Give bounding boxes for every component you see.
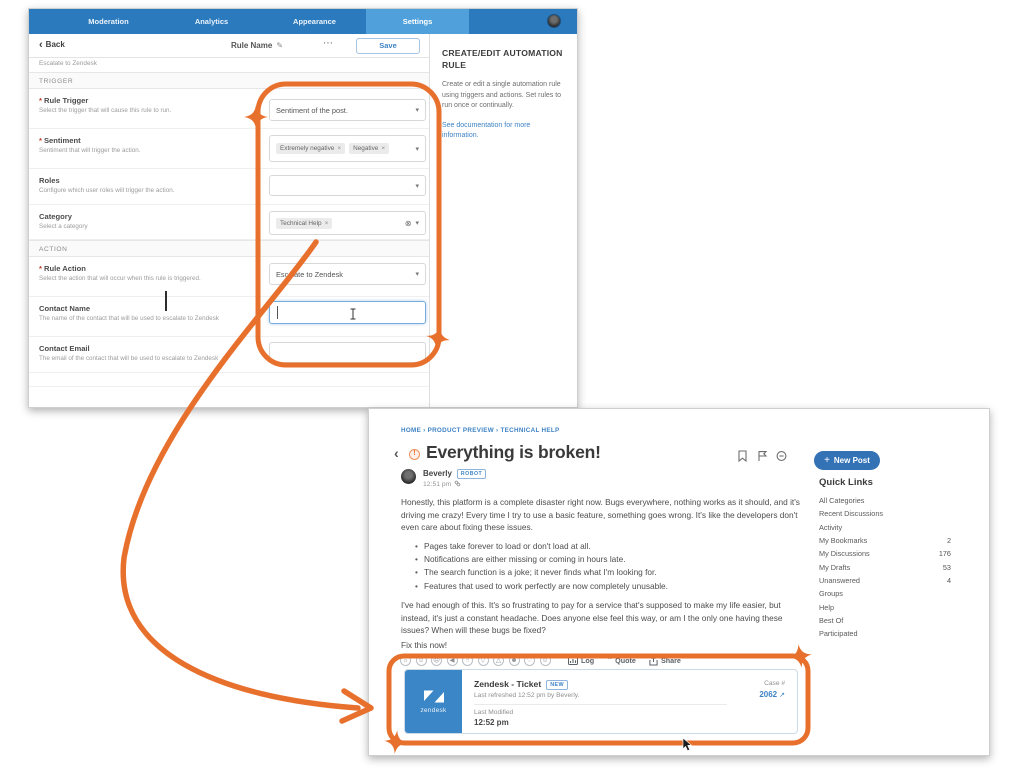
field-row-rule-trigger <box>29 89 429 129</box>
admin-top-nav <box>29 9 577 34</box>
quick-links-title: Quick Links <box>819 477 873 488</box>
overflow-menu-button[interactable]: ⋯ <box>323 38 334 49</box>
forum-panel <box>368 408 990 756</box>
permalink-icon[interactable] <box>454 480 461 489</box>
dismiss-icon[interactable] <box>776 450 787 462</box>
sidebar-item-participated[interactable]: Participated <box>819 629 858 639</box>
sidebar-item-unanswered[interactable]: Unanswered 4 <box>819 575 951 585</box>
edit-pencil-icon[interactable]: ✎ <box>276 41 284 50</box>
bullet-icon: • <box>415 554 418 565</box>
field-label: Roles <box>39 176 60 185</box>
contact-email-input[interactable] <box>269 342 426 363</box>
case-number-link[interactable]: 2062 ↗ <box>759 690 785 699</box>
ticket-title: Zendesk - Ticket NEW <box>474 679 568 689</box>
field-label: Contact Name <box>39 304 91 313</box>
field-row-contact-name <box>29 297 429 337</box>
external-link-icon: ↗ <box>779 692 785 699</box>
post-bullet-list <box>415 539 801 593</box>
zendesk-brand-label: zendesk <box>420 707 447 714</box>
sidebar-item-groups[interactable]: Groups <box>819 589 843 599</box>
required-asterisk: * <box>39 96 42 105</box>
field-description: Select the trigger that will cause this rule to run. <box>39 107 172 114</box>
text-cursor-artifact <box>165 291 167 311</box>
sidebar-item-activity[interactable]: Activity <box>819 522 843 532</box>
contact-name-input[interactable] <box>269 301 426 324</box>
selected-value: Escalate to Zendesk <box>276 269 343 279</box>
chevron-down-icon: ▾ <box>415 182 419 190</box>
reaction-thumbs-up-icon[interactable]: ☝ <box>462 655 473 666</box>
reaction-heart-icon[interactable]: ♡ <box>524 655 535 666</box>
field-row-sentiment <box>29 129 429 169</box>
reaction-insightful-icon[interactable]: ☼ <box>400 655 411 666</box>
rule-name-title <box>197 41 317 50</box>
chevron-down-icon: ▾ <box>415 271 419 278</box>
quote-icon: “ <box>607 654 613 666</box>
rule-action-select[interactable] <box>269 263 426 285</box>
post-title: Everything is broken! <box>426 442 601 462</box>
ticket-refreshed-text: Last refreshed 12:52 pm by Beverly. <box>474 692 580 699</box>
section-header-action: ACTION <box>29 240 429 257</box>
sidebar-item-recent-discussions[interactable]: Recent Discussions <box>819 509 884 519</box>
field-label: * Rule Trigger <box>39 96 89 105</box>
zendesk-logo <box>405 670 462 733</box>
bullet-icon: • <box>415 540 418 551</box>
field-label: * Sentiment <box>39 136 81 145</box>
back-chevron[interactable]: ‹ <box>394 445 399 461</box>
chip-close-icon[interactable]: × <box>324 219 329 227</box>
avatar[interactable] <box>401 469 416 484</box>
chevron-down-icon: ▾ <box>415 220 419 227</box>
chip-close-icon[interactable]: × <box>381 145 386 152</box>
post-closing-line: Fix this now! <box>401 640 448 650</box>
sidebar-item-my-drafts[interactable]: My Drafts 53 <box>819 562 951 572</box>
chip-close-icon[interactable]: × <box>337 145 342 152</box>
back-label: Back <box>45 40 65 49</box>
avatar[interactable] <box>547 14 561 28</box>
field-row-roles <box>29 169 429 205</box>
share-button[interactable]: Share <box>649 656 681 666</box>
documentation-link[interactable]: See documentation for more information. <box>442 121 531 140</box>
new-post-button[interactable]: + New Post <box>814 451 880 470</box>
flag-icon[interactable] <box>757 450 768 462</box>
tab-analytics[interactable]: Analytics <box>194 17 229 26</box>
tab-settings[interactable]: Settings <box>366 9 469 34</box>
chevron-down-icon: ▾ <box>415 107 419 114</box>
new-badge: NEW <box>546 680 568 690</box>
last-modified-label: Last Modified <box>474 709 514 716</box>
bullet-icon: • <box>415 580 418 591</box>
post-timestamp: 12:51 pm <box>423 480 461 489</box>
section-header-trigger: TRIGGER <box>29 72 429 89</box>
help-title: CREATE/EDIT AUTOMATION RULE <box>442 48 563 70</box>
sidebar-item-best-of[interactable]: Best Of <box>819 615 844 625</box>
zendesk-mark-icon <box>422 689 446 704</box>
robot-badge: ROBOT <box>457 469 486 479</box>
sidebar-item-my-bookmarks[interactable]: My Bookmarks 2 <box>819 536 951 546</box>
reaction-smile-icon[interactable]: ☺ <box>416 655 427 666</box>
field-description: The email of the contact that will be used to escalate to Zendesk <box>39 355 219 362</box>
field-row-category <box>29 205 429 240</box>
category-select[interactable] <box>269 211 426 235</box>
text-caret <box>277 306 278 319</box>
bookmark-icon[interactable] <box>737 450 748 462</box>
reaction-wink-icon[interactable]: ☺ <box>540 655 551 666</box>
reaction-vote-up-icon[interactable]: △ <box>493 655 504 666</box>
chip-extremely-negative[interactable]: Extremely negative × <box>276 143 345 154</box>
reaction-lol-icon[interactable]: ☻ <box>509 655 520 666</box>
bullet-icon: • <box>415 567 418 578</box>
chevron-left-icon: ‹ <box>39 39 43 51</box>
author-name[interactable]: Beverly ROBOT <box>423 469 486 478</box>
field-row-rule-action <box>29 257 429 297</box>
back-button[interactable] <box>39 39 65 51</box>
cursor-ibeam-icon <box>349 308 357 320</box>
divider <box>29 386 429 387</box>
chip-technical-help[interactable]: Technical Help × <box>276 218 332 229</box>
admin-panel <box>28 8 578 408</box>
alert-icon: ! <box>409 449 420 460</box>
quick-links-list <box>819 494 951 640</box>
rule-trigger-select[interactable] <box>269 99 426 121</box>
required-asterisk: * <box>39 264 42 273</box>
sentiment-multiselect[interactable] <box>269 135 426 162</box>
field-label: Contact Email <box>39 344 90 353</box>
field-description: The name of the contact that will be used to escalate to Zendesk <box>39 315 219 322</box>
last-modified-value: 12:52 pm <box>474 718 509 727</box>
list-item: • Pages take forever to load or don't load at all. <box>415 540 591 551</box>
field-label: Category <box>39 212 72 221</box>
post-paragraph: I've had enough of this. It's so frustrating to pay for a service that's supposed to make my life easier, but instead, it's just a constant headache. Does anyone else feel this way, or am I the only one having these issues? When will these bugs be fixed? <box>401 600 783 636</box>
list-item: • Features that used to work perfectly are now completely unusable. <box>415 580 668 591</box>
reaction-vote-down-icon[interactable]: ▽ <box>478 655 489 666</box>
chip-negative[interactable]: Negative × <box>349 143 389 154</box>
selected-value: Sentiment of the post. <box>276 105 348 115</box>
field-row-contact-email <box>29 337 429 373</box>
case-number-label: Case # <box>764 680 785 687</box>
field-label: * Rule Action <box>39 264 86 273</box>
rule-name-label: Rule Name <box>230 41 273 50</box>
tab-moderation[interactable]: Moderation <box>88 17 129 26</box>
reaction-bar <box>400 655 681 666</box>
scrolled-rule-title: Escalate to Zendesk <box>39 60 97 67</box>
chevron-down-icon: ▾ <box>415 145 419 153</box>
sidebar-item-my-discussions[interactable]: My Discussions 176 <box>819 549 951 559</box>
breadcrumb[interactable]: HOME › PRODUCT PREVIEW › TECHNICAL HELP <box>401 427 560 434</box>
required-asterisk: * <box>39 136 42 145</box>
list-item: • Notifications are either missing or coming in hours late. <box>415 554 626 565</box>
field-description: Select the action that will occur when this rule is triggered. <box>39 275 201 282</box>
log-button[interactable]: Log <box>568 656 594 665</box>
save-button[interactable]: Save <box>356 38 420 54</box>
clear-all-icon[interactable]: ⊗ <box>404 218 412 228</box>
divider <box>474 704 727 705</box>
field-description: Select a category <box>39 223 88 230</box>
field-description: Configure which user roles will trigger the action. <box>39 187 175 194</box>
share-icon <box>649 656 658 666</box>
tab-appearance[interactable]: Appearance <box>293 17 336 26</box>
roles-select[interactable] <box>269 175 426 196</box>
help-body: Create or edit a single automation rule using triggers and actions. Set rules to run once or continually. <box>442 81 562 110</box>
log-chart-icon <box>568 656 578 665</box>
admin-header-bar <box>29 34 429 58</box>
sidebar-item-all-categories[interactable]: All Categories <box>819 496 865 506</box>
connector-arrowhead <box>342 691 371 721</box>
help-sidebar <box>430 34 577 407</box>
plus-icon: + <box>824 455 830 466</box>
zendesk-ticket-card <box>404 669 798 734</box>
list-item: • The search function is a joke; it never finds what I'm looking for. <box>415 567 657 578</box>
reaction-shout-icon[interactable]: ◀ <box>447 655 458 666</box>
field-description: Sentiment that will trigger the action. <box>39 147 141 154</box>
post-paragraph: Honestly, this platform is a complete disaster right now. Bugs everywhere, nothing works as it should, and it's driving me crazy! Every time I try to use a basic feature, something goes wrong. It's like the developers don't even care about fixing these issues. <box>401 497 800 533</box>
quote-button[interactable]: “ Quote <box>607 654 636 666</box>
sidebar-item-help[interactable]: Help <box>819 602 835 612</box>
reaction-frown-icon[interactable]: ☹ <box>431 655 442 666</box>
